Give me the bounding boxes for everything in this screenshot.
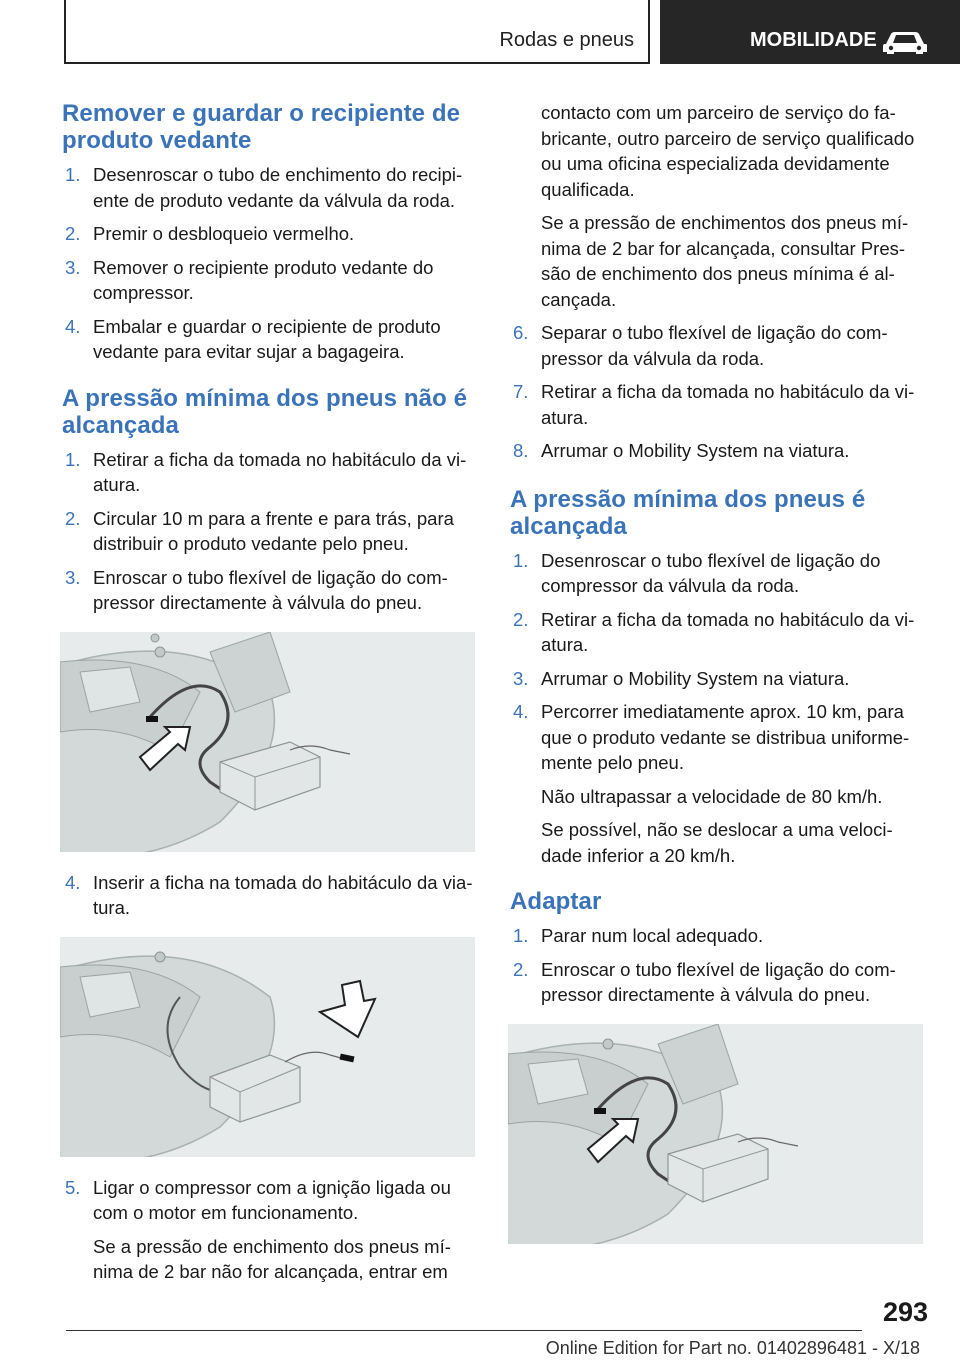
step-number: 6. bbox=[513, 322, 529, 343]
step-text: Percorrer imediatamente aprox. 10 km, para que o produto vedante se distribua uniformemente pelo pneu. bbox=[541, 701, 910, 773]
step-text: Enroscar o tubo flexível de ligação do compressor directamente à válvula do pneu. bbox=[541, 958, 896, 1005]
step-number: 4. bbox=[65, 315, 81, 337]
right-column bbox=[510, 100, 926, 1264]
list-item bbox=[510, 607, 926, 658]
section-adapt bbox=[510, 888, 926, 1244]
section-heading: Adaptar bbox=[510, 888, 602, 915]
step-text: Ligar o compressor com a ignição ligada ou com o motor em funcionamento. bbox=[93, 1176, 451, 1223]
step-number: 2. bbox=[513, 958, 529, 980]
step-number: 2. bbox=[513, 608, 529, 630]
steps-list bbox=[62, 1175, 477, 1285]
step-number: 4. bbox=[513, 701, 529, 722]
footer-edition: Online Edition for Part no. 01402896481 - X/18 bbox=[545, 1338, 920, 1358]
list-item bbox=[510, 957, 926, 1008]
list-item bbox=[510, 379, 926, 430]
step-number: 1. bbox=[65, 164, 81, 185]
continued-text: contacto com um parceiro de serviço do fabricante, outro parceiro de serviço qualificado ou uma oficina especializada devidamente qualificada. bbox=[541, 102, 915, 200]
step-number: 2. bbox=[65, 223, 81, 244]
step-text: Circular 10 m para a frente e para trás, para distribuir o produto vedante pelo pneu. bbox=[93, 507, 454, 554]
list-item bbox=[510, 666, 926, 692]
illustration-plug-socket bbox=[60, 937, 475, 1157]
step-text: Desenroscar o tubo flexível de ligação do compressor da válvula da roda. bbox=[541, 549, 881, 596]
step-text: Arrumar o Mobility System na viatura. bbox=[541, 667, 850, 689]
list-item bbox=[62, 506, 477, 557]
left-column bbox=[62, 100, 477, 1305]
section-pressure-not-reached bbox=[62, 385, 477, 1285]
step-text: Inserir a ficha na tomada do habitáculo da viatura. bbox=[93, 871, 473, 918]
list-item bbox=[510, 548, 926, 599]
step-text: Retirar a ficha da tomada no habitáculo da viatura. bbox=[541, 381, 915, 428]
list-item bbox=[62, 162, 477, 213]
step-number: 3. bbox=[513, 667, 529, 689]
step-text: Remover o recipiente produto vedante do compressor. bbox=[93, 256, 434, 303]
step-number: 1. bbox=[513, 925, 529, 946]
step-number: 3. bbox=[65, 566, 81, 588]
footer-divider bbox=[66, 1330, 862, 1331]
step-number: 2. bbox=[65, 507, 81, 529]
section-heading: A pressão mínima dos pneus é alcançada bbox=[510, 485, 866, 540]
header-chapter-title: MOBILIDADE bbox=[750, 29, 877, 51]
illustration-compressor-adapt bbox=[508, 1024, 923, 1244]
continued-text: Se a pressão de enchimentos dos pneus mínima de 2 bar for alcançada, consultar Pressão de enchimento dos pneus mínima é alcançada. bbox=[541, 212, 909, 310]
step-number: 1. bbox=[513, 549, 529, 571]
header-section-title: Rodas e pneus bbox=[499, 29, 634, 51]
list-item bbox=[62, 1175, 477, 1285]
list-item bbox=[62, 255, 477, 306]
step-text: Se possível, não se deslocar a uma velocidade inferior a 20 km/h. bbox=[541, 819, 893, 866]
car-icon bbox=[882, 30, 928, 59]
step-number: 4. bbox=[65, 871, 81, 893]
step-number: 7. bbox=[513, 381, 529, 402]
step-text: Arrumar o Mobility System na viatura. bbox=[541, 440, 850, 461]
step-text: Enroscar o tubo flexível de ligação do compressor directamente à válvula do pneu. bbox=[93, 566, 448, 613]
step-text: Não ultrapassar a velocidade de 80 km/h. bbox=[541, 785, 883, 807]
section-pressure-reached bbox=[510, 486, 926, 869]
header-chapter-box bbox=[660, 0, 960, 64]
header-section-box bbox=[64, 0, 650, 64]
step-text: Parar num local adequado. bbox=[541, 925, 764, 946]
illustration-compressor-connect bbox=[60, 632, 475, 852]
steps-list bbox=[510, 548, 926, 869]
steps-list bbox=[510, 923, 926, 1008]
list-item bbox=[62, 565, 477, 616]
list-item bbox=[510, 438, 926, 464]
step-number: 5. bbox=[65, 1176, 81, 1198]
step-text: Separar o tubo flexível de ligação do compressor da válvula da roda. bbox=[541, 322, 888, 369]
steps-list bbox=[62, 870, 477, 921]
step-text: Retirar a ficha da tomada no habitáculo da viatura. bbox=[93, 448, 467, 495]
list-item bbox=[510, 923, 926, 949]
step-number: 1. bbox=[65, 448, 81, 470]
list-item bbox=[510, 699, 926, 868]
steps-list bbox=[62, 447, 477, 616]
section-remove-sealant bbox=[62, 100, 477, 365]
step-text: Se a pressão de enchimento dos pneus mínima de 2 bar não for alcançada, entrar em bbox=[93, 1235, 451, 1282]
page-number: 293 bbox=[882, 1297, 928, 1327]
step-number: 3. bbox=[65, 256, 81, 278]
steps-list bbox=[62, 162, 477, 365]
step-text: Retirar a ficha da tomada no habitáculo da viatura. bbox=[541, 608, 915, 655]
list-item bbox=[510, 320, 926, 371]
step-number: 8. bbox=[513, 440, 529, 461]
list-item bbox=[62, 221, 477, 247]
list-item bbox=[62, 447, 477, 498]
steps-list bbox=[510, 320, 926, 464]
step-text: Embalar e guardar o recipiente de produto vedante para evitar sujar a bagageira. bbox=[93, 315, 441, 362]
section-heading: Remover e guardar o recipiente de produto vedante bbox=[62, 100, 461, 154]
step-text: Premir o desbloqueio vermelho. bbox=[93, 223, 355, 244]
step-text: Desenroscar o tubo de enchimento do recipiente de produto vedante da válvula da roda. bbox=[93, 164, 463, 211]
list-item bbox=[62, 870, 477, 921]
list-item bbox=[62, 314, 477, 365]
section-heading: A pressão mínima dos pneus não é alcançada bbox=[62, 384, 468, 439]
